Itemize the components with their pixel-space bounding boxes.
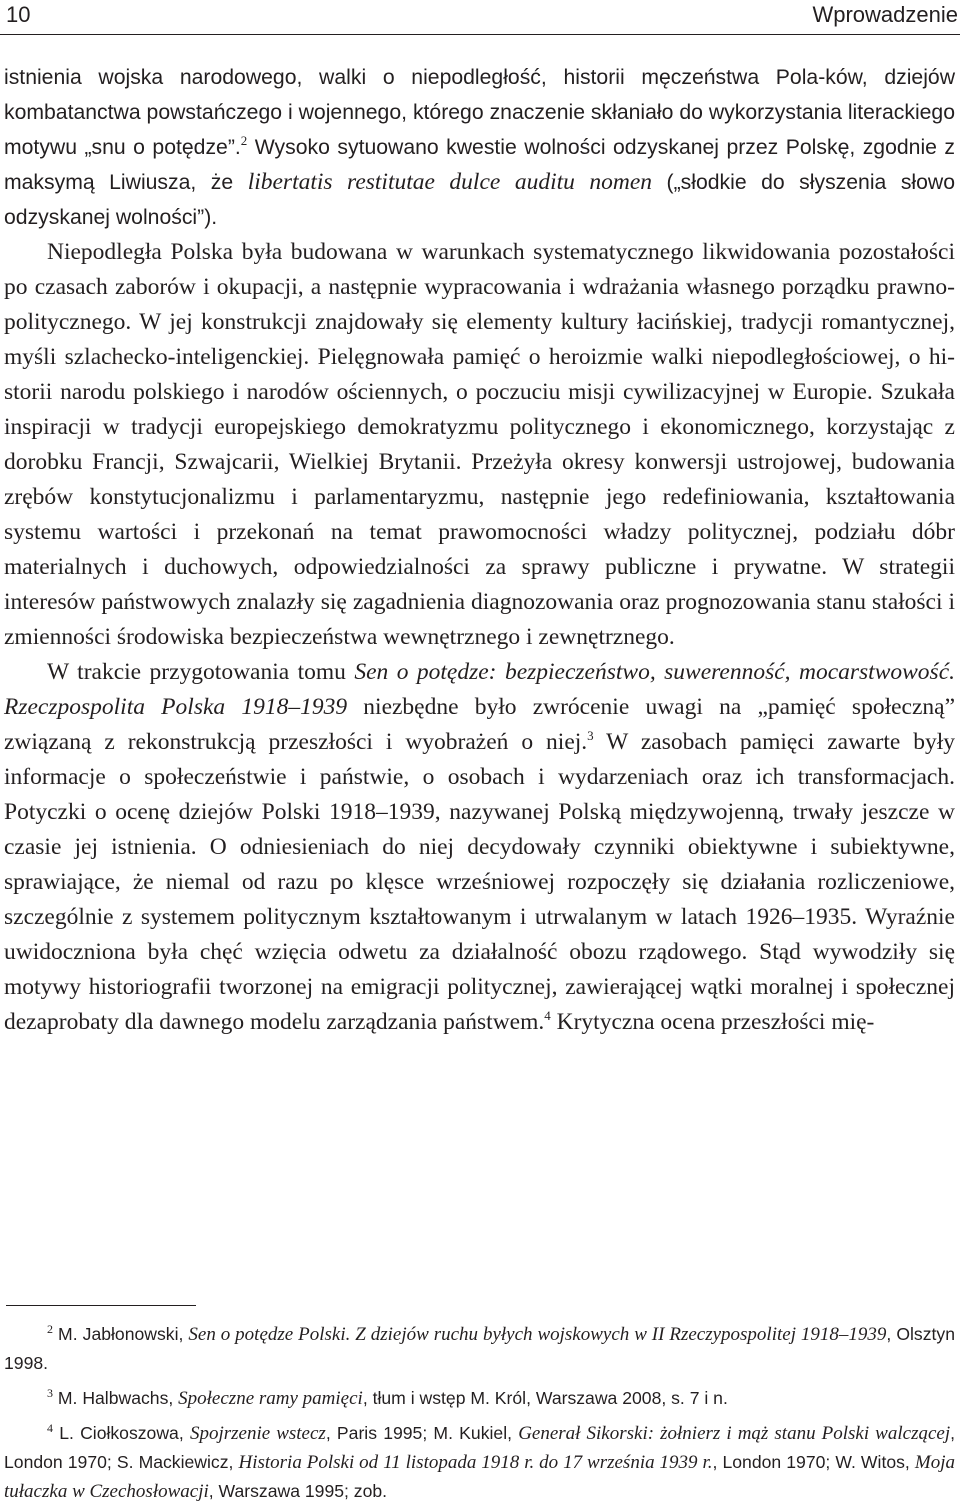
footnote-text: , Paris 1995; M. Kukiel, [325,1423,519,1443]
footnote-2 [4,1320,955,1378]
paragraph-3-text-a: W trakcie przygotowania tomu [47,659,355,685]
footnote-rest: , Olsztyn 1998. [4,1324,955,1373]
footnote-title: Generał Sikorski: żołnierz i mąż stanu Polski walczącej [518,1423,951,1444]
paragraph-1-text-a: istnienia wojska narodowego, walki o niepodległość, historii męczeństwa Pola-ków, dziejów kombatanctwa powstańczego i wojennego, którego znaczenie skłaniało do wykorzystania literackiego motywu „snu o potędze”. [4,66,955,159]
running-head: Wprowadzenie [812,2,958,27]
footnote-text: , London 1970; W. Witos, [712,1452,915,1472]
footnote-number: 2 [47,1322,53,1336]
footnote-ref-2: 2 [240,133,248,148]
page-header [0,0,960,35]
footnote-title: Spojrzenie wstecz [189,1423,326,1444]
footnote-title: Moja tułaczka w Czechosłowacji [4,1452,955,1502]
footnote-text: , Warszawa 1995; zob. [208,1481,388,1501]
paragraph-2: Niepodległa Polska była budowana w warunkach systematycznego likwidowania pozostałości po czasach zaborów i okupacji, a następnie wypracowania i wdrażania własnego porządku prawno-politycznego. W jej konstrukcji znajdowały się elementy kultury łacińskiej, tradycji romantycznej, myśli szlachecko-inteligenckiej. Pielęgnowała pamięć o heroizmie walki niepodległościowej, o historii narodu polskiego i narodów ościennych, o poczuciu misji cywilizacyjnej w Europie. Szukała inspiracji w tradycji europejskiego demokratyzmu politycznego i ekonomicznego, korzystając z dorobku Francji, Szwajcarii, Wielkiej Brytanii. Przeżyła okresy konwersji ustrojowej, budowania zrębów konstytucjonalizmu i parlamentaryzmu, następnie jego redefiniowania, kształtowania systemu wartości i przekonań na temat prawomocności władzy politycznej, podziału dóbr materialnych i duchowych, odpowiedzialności za sprawy publiczne i prywatne. W strategii interesów państwowych znalazły się zagadnienia diagnozowania oraz prognozowania stanu stałości i zmienności środowiska bezpieczeństwa wewnętrznego i zewnętrznego. [4,239,955,650]
footnote-3 [4,1384,955,1413]
paragraph-1-text-c: („słodkie do słyszenia słowo odzyskanej wolności”). [4,171,955,229]
footnote-text: , London 1970; S. Mackiewicz, [4,1423,955,1472]
footnote-title: Społeczne ramy pamięci [178,1388,363,1409]
footnote-number: 3 [47,1386,53,1400]
paragraph-1-text-b: Wysoko sytuowano kwestie wolności odzyskanej przez Polskę, zgodnie z maksymą Liwiusza, że [4,136,955,194]
footnote-number: 4 [47,1421,53,1435]
main-text [4,60,955,1040]
paragraph-3-text-b: niezbędne było zwrócenie uwagi na „pamięć społeczną” związaną z rekonstrukcją przeszłości i wyobrażeń o niej. [4,694,955,755]
paragraph-3-text-c: W zasobach pamięci zawarte były informacje o społeczeństwie i państwie, o osobach i wydarzeniach oraz ich transformacjach. Potyczki o ocenę dziejów Polski 1918–1939, nazywanej Polską międzywojenną, trwały jeszcze w czasie jej istnienia. O odniesieniach do niej decydowały czynniki obiektywne i subiektywne, sprawiające, że niemal od razu po klęsce wrześniowej rozpoczęły się działania rozliczeniowe, szczególnie z systemem politycznym kształtowanym i utrwalanym w latach 1926–1935. Wyraźnie uwidoczniona była chęć wzięcia odwetu za działalność obozu rządowego. Stąd wywodziły się motywy historiografii tworzonej na emigracji politycznej, zawierającej wątki moralnej i społecznej dezaprobaty dla dawnego modelu zarządzania państwem. [4,729,956,1035]
footnote-4 [4,1419,955,1506]
footnote-title: Sen o potędze Polski. Z dziejów ruchu byłych wojskowych w II Rzeczypospolitej 1918–1939 [188,1324,887,1345]
paragraph-1 [4,60,955,235]
paragraph-3 [4,655,955,1040]
footnote-rest: , tłum i wstęp M. Król, Warszawa 2008, s. 7 i n. [362,1388,728,1408]
footnote-author: M. Jabłonowski, [53,1324,189,1344]
page-number: 10 [6,2,31,27]
latin-quote: libertatis restitutae dulce auditu nomen [247,169,653,195]
footnote-separator [6,1305,196,1306]
footnote-ref-3: 3 [587,728,594,743]
paragraph-3-text-d: Krytyczna ocena przeszłości mię- [550,1009,875,1035]
footnotes [4,1320,955,1506]
footnote-author: M. Halbwachs, [53,1388,179,1408]
footnote-title: Historia Polski od 11 listopada 1918 r. do 17 września 1939 r. [238,1452,713,1473]
footnote-ref-4: 4 [544,1008,551,1023]
footnote-text: L. Ciołkoszowa, [53,1423,190,1443]
volume-title: Sen o potędze: bezpieczeństwo, suwerenność, mocarstwowość. Rzeczpospolita Polska 1918–1939 [4,659,955,720]
